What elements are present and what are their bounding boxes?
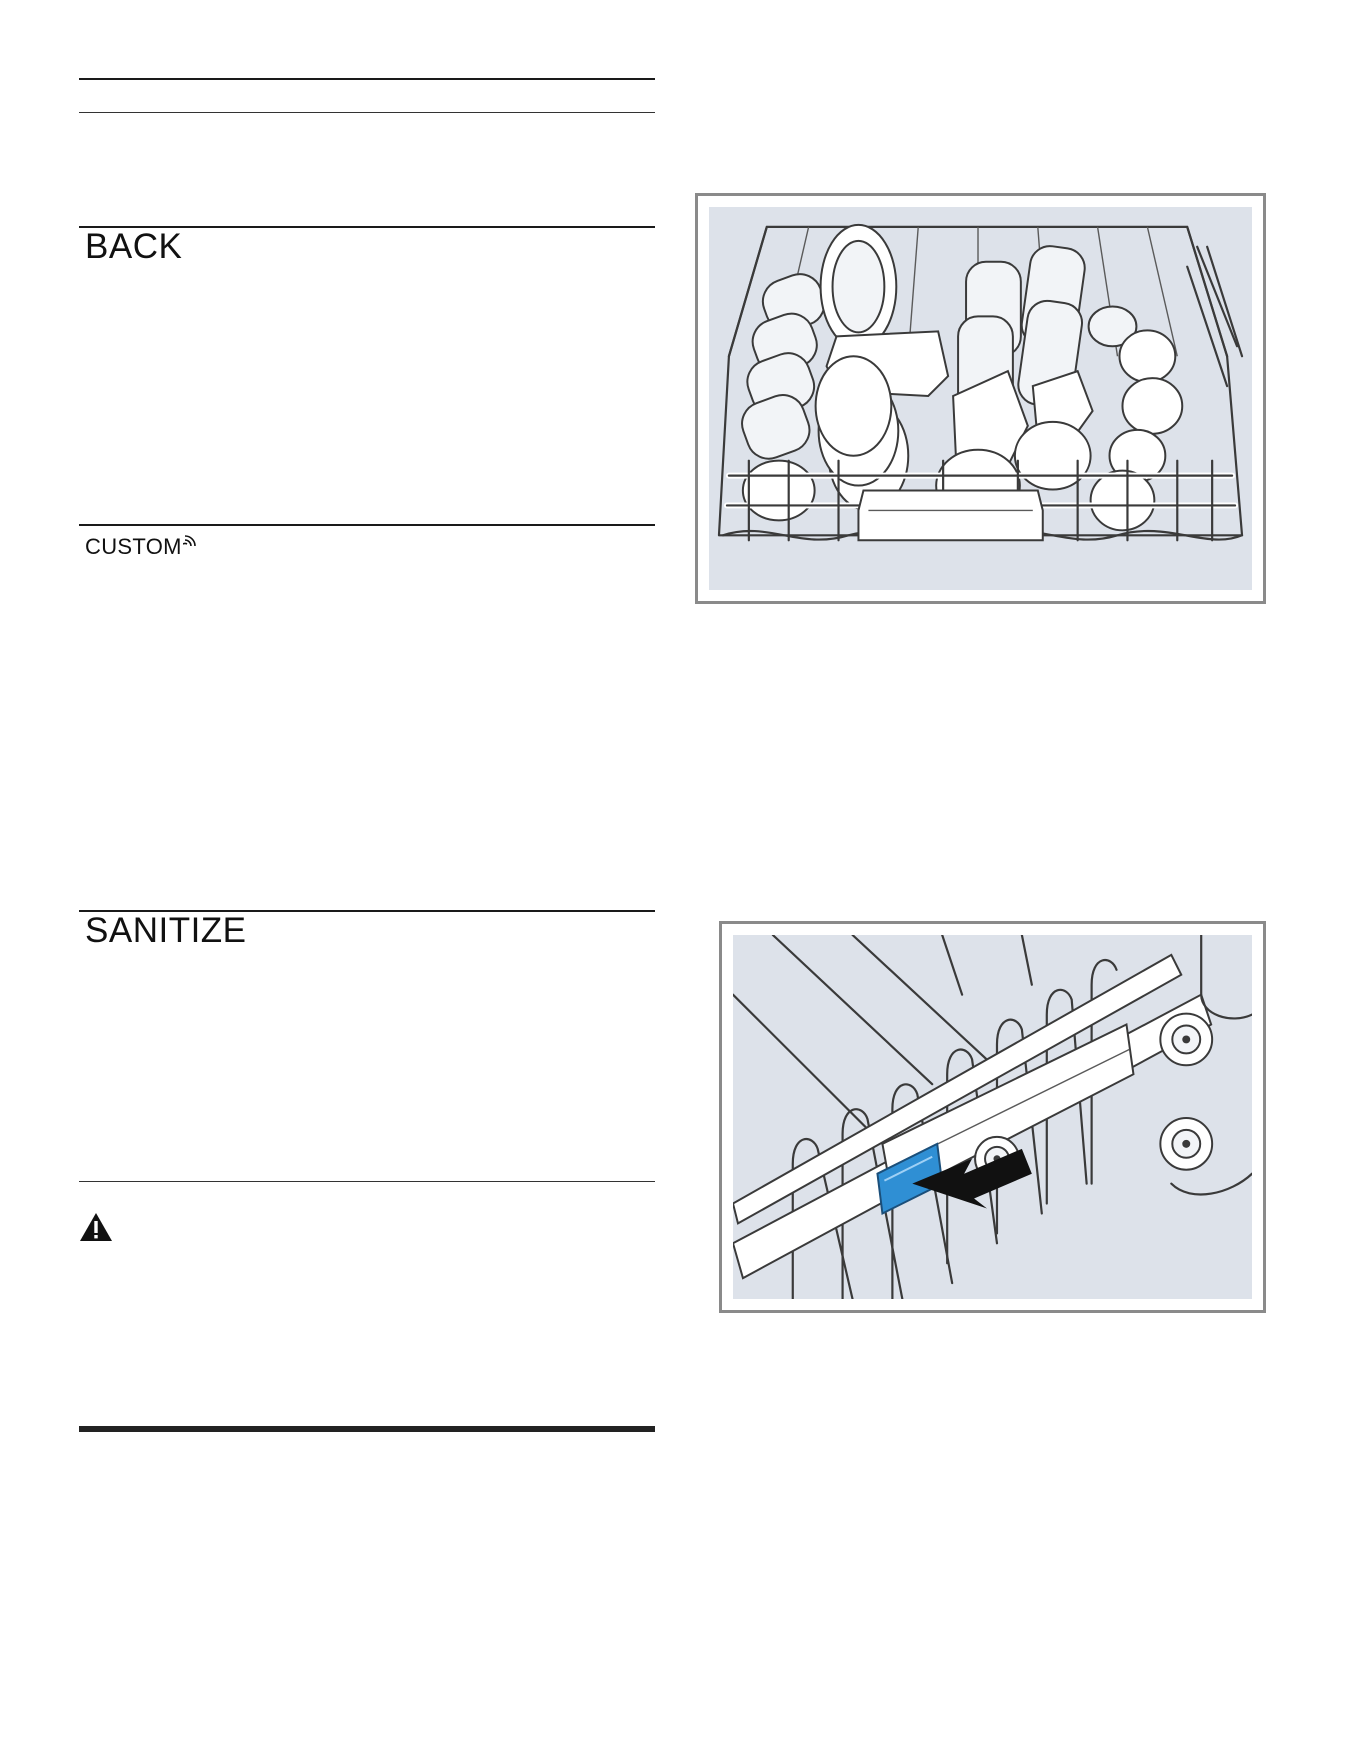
wifi-icon xyxy=(183,534,197,550)
custom-section-rule xyxy=(79,524,655,526)
table-header-rule xyxy=(79,112,655,113)
loaded-rack-illustration xyxy=(709,207,1252,590)
loaded-rack-figure xyxy=(695,193,1266,604)
sanitize-heading: SANITIZE xyxy=(85,911,247,950)
custom-heading xyxy=(85,534,197,560)
custom-heading-label: CUSTOM xyxy=(85,534,182,559)
section-end-rule xyxy=(79,1426,655,1432)
rack-rail-illustration xyxy=(733,935,1252,1299)
warning-rule xyxy=(79,1181,655,1182)
back-heading: BACK xyxy=(85,227,183,266)
sanitize-button-figure-panel xyxy=(733,935,1252,1299)
warning-triangle-icon xyxy=(79,1212,113,1242)
loaded-rack-figure-panel xyxy=(709,207,1252,590)
sanitize-button-figure xyxy=(719,921,1266,1313)
top-rule xyxy=(79,78,655,80)
